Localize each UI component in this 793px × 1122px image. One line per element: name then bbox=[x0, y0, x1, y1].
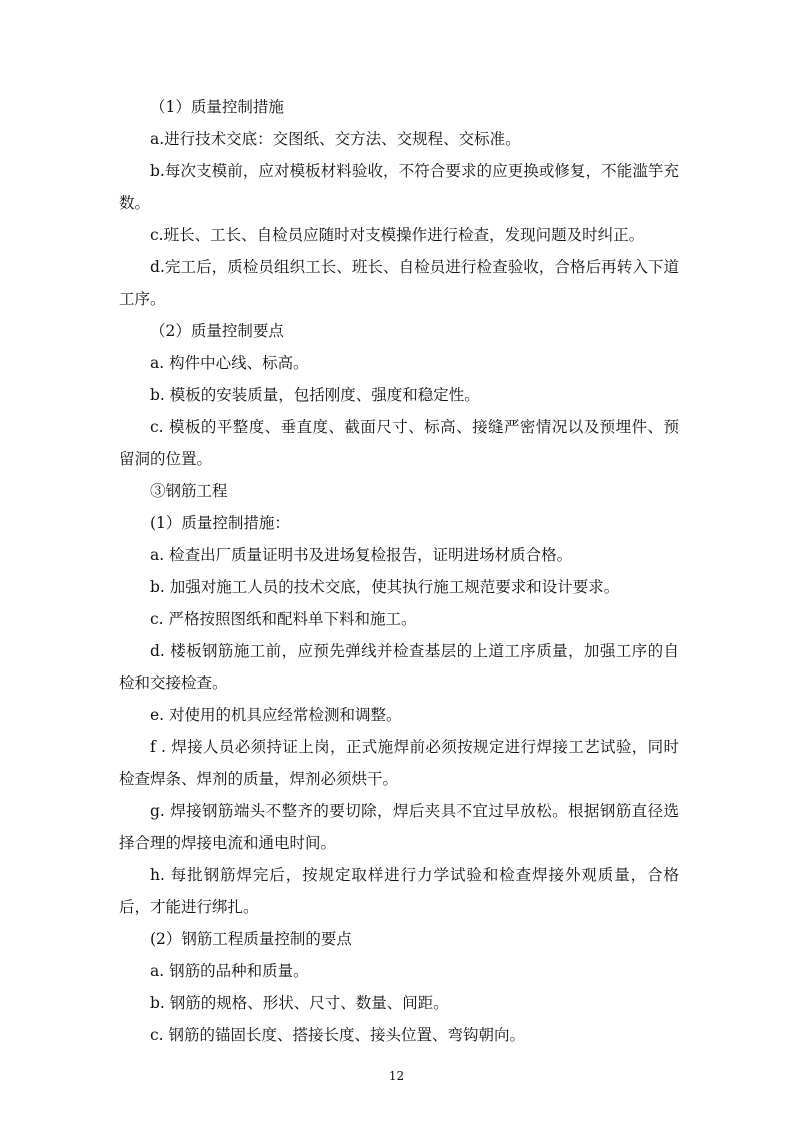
point-c-flatness: c. 模板的平整度、垂直度、截面尺寸、标高、接缝严密情况以及预埋件、预留洞的位置。 bbox=[119, 418, 679, 468]
heading-quality-points: （2）质量控制要点 bbox=[150, 322, 284, 340]
body-text bbox=[119, 91, 679, 1051]
rebar-c-drawings: c. 严格按照图纸和配料单下料和施工。 bbox=[150, 610, 417, 628]
heading-rebar-measures: (1）质量控制措施： bbox=[150, 514, 290, 532]
item-c-inspection: c.班长、工长、自检员应随时对支模操作进行检查，发现问题及时纠正。 bbox=[150, 226, 645, 244]
rebar-e-tools: e. 对使用的机具应经常检测和调整。 bbox=[150, 706, 402, 724]
section-rebar-works: ③钢筋工程 bbox=[150, 482, 228, 500]
item-b-material-acceptance: b.每次支模前，应对模板材料验收，不符合要求的应更换或修复，不能滥竽充数。 bbox=[119, 162, 679, 212]
point-b-installation-quality: b. 模板的安装质量，包括刚度、强度和稳定性。 bbox=[150, 386, 480, 404]
rebar-f-welders: f . 焊接人员必须持证上岗，正式施焊前必须按规定进行焊接工艺试验，同时检查焊条、焊剂的质量，焊剂必须烘干。 bbox=[119, 738, 679, 788]
rebar-d-floor-slab: d. 楼板钢筋施工前，应预先弹线并检查基层的上道工序质量，加强工序的自检和交接检查。 bbox=[119, 642, 679, 692]
heading-rebar-points: (2）钢筋工程质量控制的要点 bbox=[150, 930, 352, 948]
rebar-h-sampling: h. 每批钢筋焊完后，按规定取样进行力学试验和检查焊接外观质量，合格后，才能进行绑扎。 bbox=[119, 866, 679, 916]
item-a-tech-briefing: a.进行技术交底：交图纸、交方法、交规程、交标准。 bbox=[150, 130, 521, 148]
rebar-point-c-anchorage: c. 钢筋的锚固长度、搭接长度、接头位置、弯钩朝向。 bbox=[150, 1026, 526, 1044]
rebar-point-b-spec: b. 钢筋的规格、形状、尺寸、数量、间距。 bbox=[150, 994, 449, 1012]
rebar-g-welding-ends: g. 焊接钢筋端头不整齐的要切除，焊后夹具不宜过早放松。根据钢筋直径选择合理的焊接电流和通电时间。 bbox=[119, 802, 679, 852]
page-number: 12 bbox=[388, 1069, 405, 1083]
heading-quality-measures: （1）质量控制措施 bbox=[150, 98, 284, 116]
rebar-point-a-type: a. 钢筋的品种和质量。 bbox=[150, 962, 309, 980]
point-a-centerline: a. 构件中心线、标高。 bbox=[150, 354, 309, 372]
item-d-completion-acceptance: d.完工后，质检员组织工长、班长、自检员进行检查验收，合格后再转入下道工序。 bbox=[119, 258, 679, 308]
rebar-a-certificate: a. 检查出厂质量证明书及进场复检报告，证明进场材质合格。 bbox=[150, 546, 573, 564]
rebar-b-briefing: b. 加强对施工人员的技术交底，使其执行施工规范要求和设计要求。 bbox=[150, 578, 620, 596]
